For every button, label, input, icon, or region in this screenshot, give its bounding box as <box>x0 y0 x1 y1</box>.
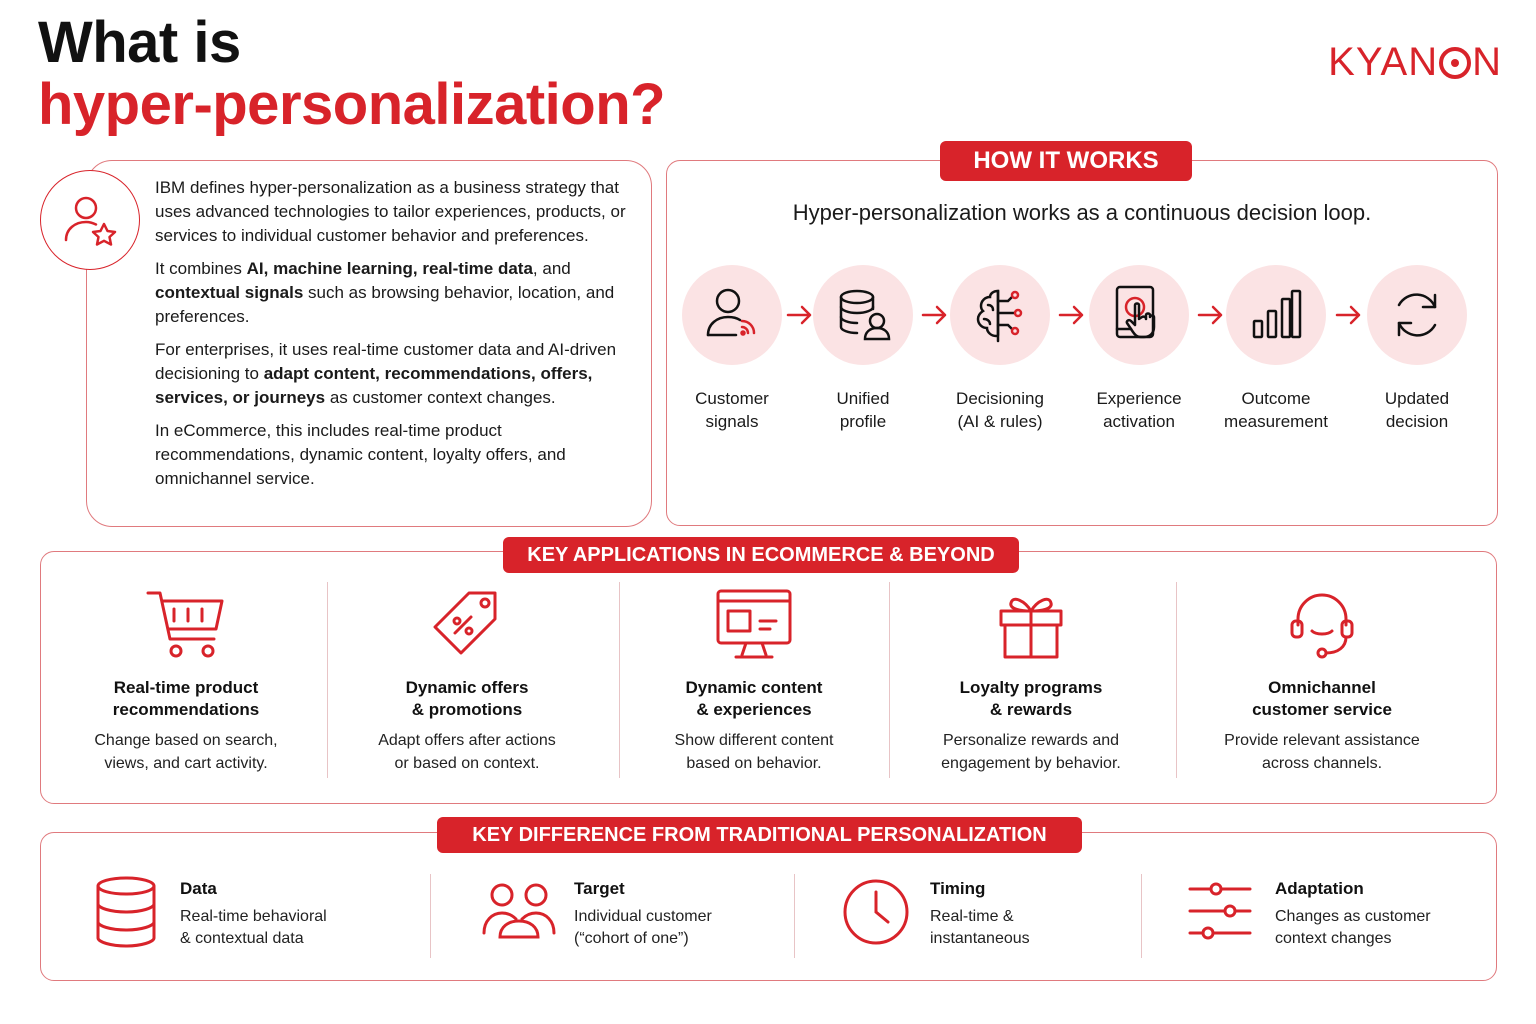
step-label-1: Customer <box>695 389 769 408</box>
application-desc-2: or based on context. <box>394 755 540 772</box>
difference-desc-1: Individual customer <box>574 908 712 925</box>
definition-paragraph-4: In eCommerce, this includes real-time product recommendations, dynamic content, loyalty offers, and omnichannel service. <box>155 421 566 488</box>
step-label-2: signals <box>705 412 759 431</box>
difference-desc-2: & contextual data <box>180 930 304 947</box>
kyanon-logo <box>1328 40 1502 85</box>
user-signal-icon <box>682 265 782 365</box>
definition-text <box>155 176 645 500</box>
difference-title: Data <box>180 879 217 898</box>
difference-desc-1: Real-time & <box>930 908 1014 925</box>
application-desc-1: Adapt offers after actions <box>378 732 556 749</box>
difference-title: Timing <box>930 879 986 898</box>
step-label-1: Updated <box>1384 389 1450 408</box>
definition-paragraph-1: IBM defines hyper-personalization as a business strategy that uses advanced technologies to tailor experiences, products, or services to individual customer behavior and preferences. <box>155 178 626 245</box>
title-line-2: hyper-personalization? <box>38 72 666 137</box>
database-user-icon <box>813 265 913 365</box>
application-title-2: & experiences <box>696 700 812 719</box>
application-title-2: & rewards <box>989 700 1073 719</box>
difference-target <box>480 872 712 952</box>
application-dynamic-content <box>624 585 884 775</box>
difference-desc-2: instantaneous <box>930 930 1030 947</box>
divider <box>327 582 328 778</box>
logo-text-end: N <box>1472 40 1502 84</box>
gift-icon <box>901 585 1161 665</box>
headset-icon <box>1192 585 1452 665</box>
definition-paragraph-3: For enterprises, it uses real-time customer data and AI-driven decisioning to adapt content, recommendations, offers, services, or journeys as customer context changes. <box>155 340 617 407</box>
application-desc-2: engagement by behavior. <box>941 755 1121 772</box>
application-desc-2: based on behavior. <box>686 755 822 772</box>
logo-text-start: KYAN <box>1328 40 1439 84</box>
application-realtime-recommendations <box>56 585 316 775</box>
step-decisioning <box>920 265 1080 433</box>
difference-adaptation <box>1181 872 1431 952</box>
application-title-1: Dynamic content <box>685 678 823 697</box>
page-title <box>38 10 666 137</box>
application-title-2: & promotions <box>411 700 523 719</box>
definition-paragraph-2: It combines AI, machine learning, real-time data, and contextual signals such as browsing behavior, location, and preferences. <box>155 259 615 326</box>
logo-target-icon <box>1439 47 1471 79</box>
application-omnichannel-service <box>1192 585 1452 775</box>
application-title-1: Real-time product <box>113 678 259 697</box>
difference-title: Adaptation <box>1275 879 1364 898</box>
application-desc-1: Provide relevant assistance <box>1224 732 1420 749</box>
brain-circuit-icon <box>950 265 1050 365</box>
clock-icon <box>836 872 916 952</box>
difference-title: Target <box>574 879 625 898</box>
difference-heading: KEY DIFFERENCE FROM TRADITIONAL PERSONALIZATION <box>437 817 1082 853</box>
difference-desc-2: (“cohort of one”) <box>574 930 689 947</box>
discount-tag-icon <box>337 585 597 665</box>
step-label-2: activation <box>1103 412 1175 431</box>
divider <box>430 874 431 958</box>
application-title-2: customer service <box>1252 700 1392 719</box>
difference-data <box>86 872 327 952</box>
application-title-1: Dynamic offers <box>405 678 529 697</box>
sliders-icon <box>1181 872 1261 952</box>
step-label-1: Decisioning <box>956 389 1044 408</box>
how-it-works-heading: HOW IT WORKS <box>940 141 1192 181</box>
step-label-2: measurement <box>1224 412 1328 431</box>
step-label-2: profile <box>839 412 887 431</box>
cart-icon <box>56 585 316 665</box>
difference-desc-1: Changes as customer <box>1275 908 1431 925</box>
application-desc-1: Change based on search, <box>94 732 278 749</box>
step-label-1: Unified <box>836 389 890 408</box>
refresh-icon <box>1367 265 1467 365</box>
step-experience-activation <box>1059 265 1219 433</box>
applications-heading: KEY APPLICATIONS IN ECOMMERCE & BEYOND <box>503 537 1019 573</box>
divider <box>794 874 795 958</box>
tap-screen-icon <box>1089 265 1189 365</box>
difference-desc-1: Real-time behavioral <box>180 908 327 925</box>
difference-timing <box>836 872 1030 952</box>
how-it-works-subtitle: Hyper-personalization works as a continuous decision loop. <box>792 200 1372 225</box>
application-title-1: Omnichannel <box>1268 678 1376 697</box>
step-label-2: decision <box>1385 412 1449 431</box>
application-desc-1: Personalize rewards and <box>942 732 1120 749</box>
step-unified-profile <box>783 265 943 433</box>
divider <box>619 582 620 778</box>
step-label-1: Outcome <box>1241 389 1311 408</box>
application-title-2: recommendations <box>112 700 260 719</box>
application-title-1: Loyalty programs <box>959 678 1103 697</box>
application-desc-1: Show different content <box>674 732 834 749</box>
difference-desc-2: context changes <box>1275 930 1392 947</box>
application-desc-2: across channels. <box>1261 755 1383 772</box>
database-icon <box>86 872 166 952</box>
monitor-icon <box>624 585 884 665</box>
divider <box>889 582 890 778</box>
user-star-icon <box>40 170 140 270</box>
users-icon <box>480 872 560 952</box>
application-dynamic-offers <box>337 585 597 775</box>
step-label-1: Experience <box>1096 389 1182 408</box>
divider <box>1176 582 1177 778</box>
divider <box>1141 874 1142 958</box>
bar-chart-icon <box>1226 265 1326 365</box>
application-loyalty-programs <box>901 585 1161 775</box>
step-outcome-measurement <box>1196 265 1356 433</box>
step-updated-decision <box>1337 265 1497 433</box>
step-label-2: (AI & rules) <box>957 412 1043 431</box>
title-line-1: What is <box>38 10 241 75</box>
application-desc-2: views, and cart activity. <box>104 755 268 772</box>
